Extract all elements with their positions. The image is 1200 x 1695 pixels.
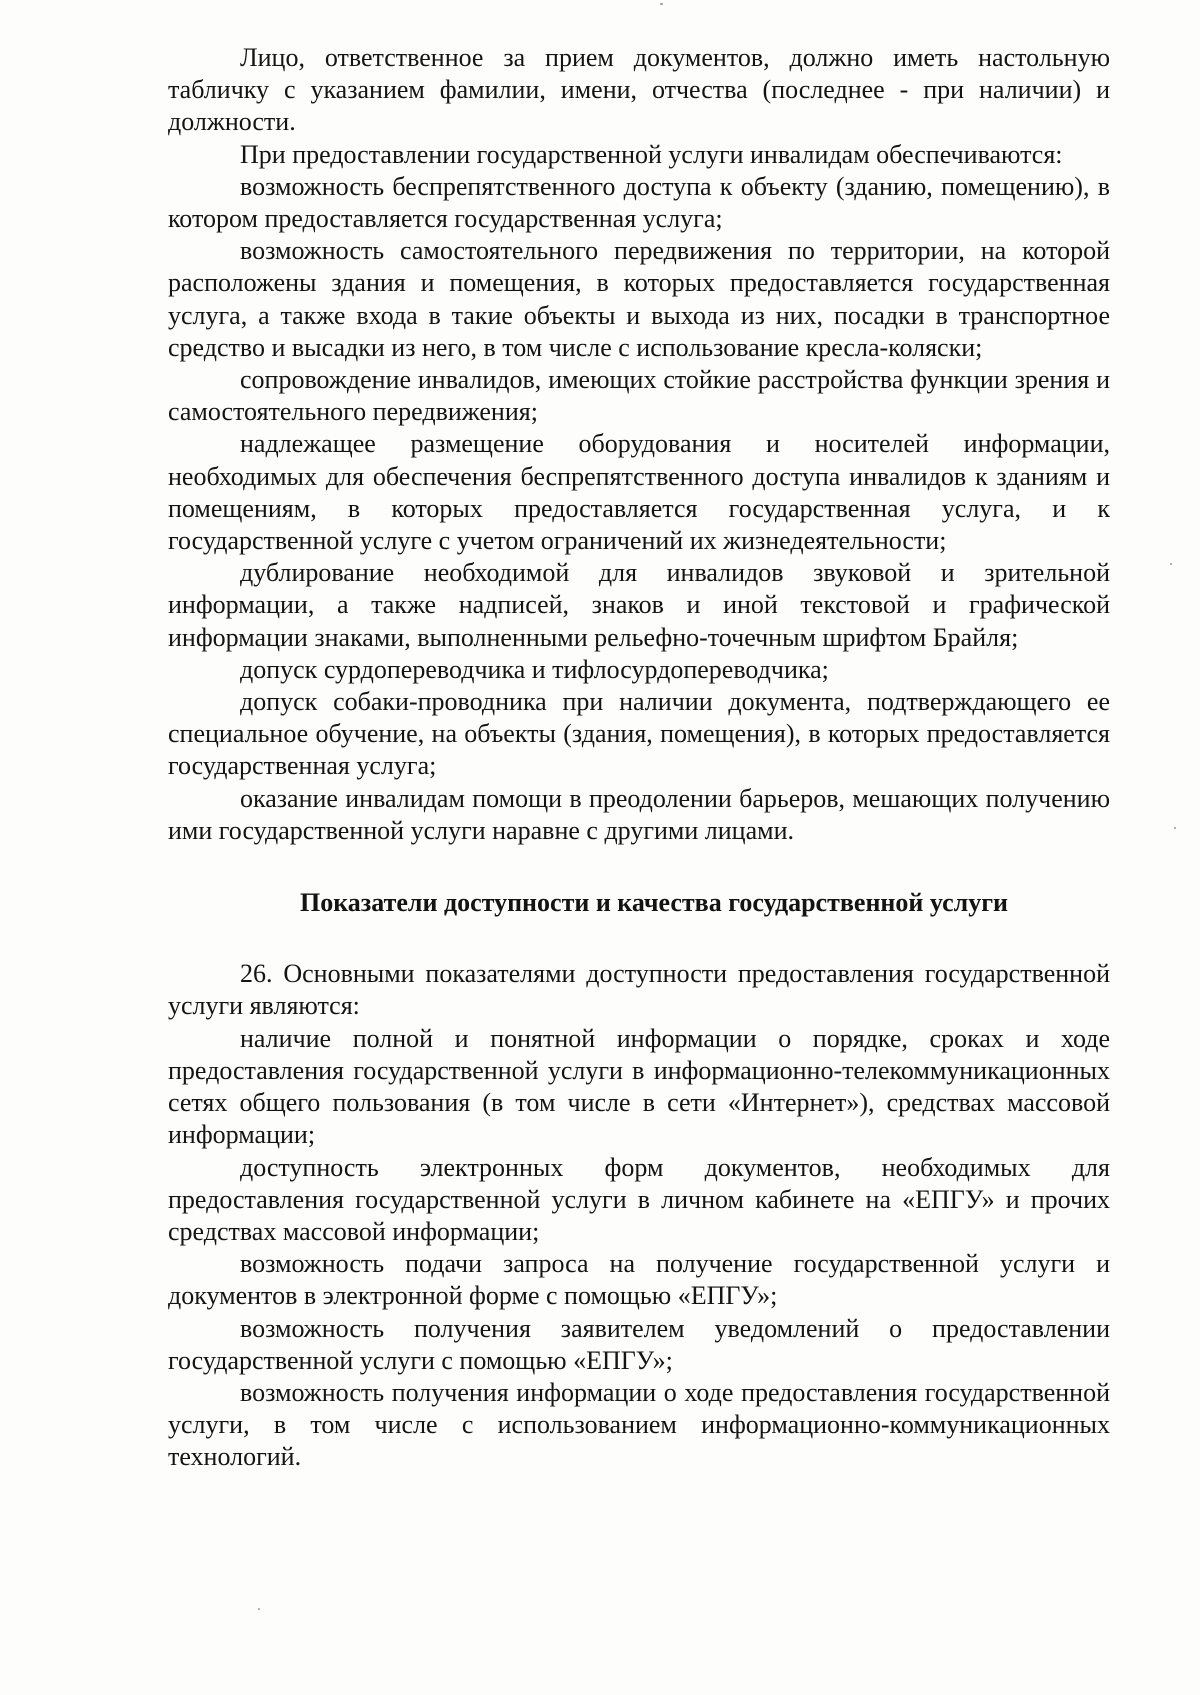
list-item-independent-movement: возможность самостоятельного передвижения по территории, на которой расположены здания и помещения, в которых предоставляется государственная услуга, а также входа в такие объекты и выхода из них, посадки в транспортное средство и высадки из него, в том числе с использование кресла-коляски; <box>168 236 1110 362</box>
scan-speck <box>1174 827 1176 829</box>
list-item-barrier-assistance: оказание инвалидам помощи в преодолении барьеров, мешающих получению ими государственной услуги наравне с другими лицами. <box>168 783 1110 845</box>
paragraph-disabled-provisions-intro: При предоставлении государственной услуги инвалидам обеспечиваются: <box>240 139 1063 169</box>
scan-speck <box>1170 563 1172 565</box>
list-item-sign-interpreter: допуск сурдопереводчика и тифлосурдопереводчика; <box>240 654 829 684</box>
list-item-unobstructed-access: возможность беспрепятственного доступа к объекту (зданию, помещению), в котором предоставляется государственная услуга; <box>168 171 1110 234</box>
list-item-guide-dog: допуск собаки-проводника при наличии документа, подтверждающего ее специальное обучение, на объекты (здания, помещения), в которых предоставляется государственная услуга; <box>168 687 1110 781</box>
section-heading: Показатели доступности и качества государственной услуги <box>299 888 1009 918</box>
list-item-progress-information: возможность получения информации о ходе предоставления государственной услуги, в том числе с использованием информационно-коммуникационных технологий. <box>168 1377 1110 1472</box>
list-item-escort: сопровождение инвалидов, имеющих стойкие расстройства функции зрения и самостоятельного передвижения; <box>168 365 1110 427</box>
list-item-electronic-request: возможность подачи запроса на получение государственной услуги и документов в электронной форме с помощью «ЕПГУ»; <box>168 1249 1110 1311</box>
document-page <box>168 42 1110 1474</box>
list-item-equipment-placement: надлежащее размещение оборудования и носителей информации, необходимых для обеспечения беспрепятственного доступа инвалидов к зданиям и помещениям, в которых предоставляется государственная услуга, и к государственной услуге с учетом ограничений их жизнедеятельности; <box>168 429 1110 556</box>
paragraph-26-accessibility-indicators: 26. Основными показателями доступности предоставления государственной услуги являются: <box>168 959 1110 1021</box>
list-item-notifications: возможность получения заявителем уведомлений о предоставлении государственной услуги с помощью «ЕПГУ»; <box>168 1313 1110 1375</box>
list-item-braille-duplication: дублирование необходимой для инвалидов звуковой и зрительной информации, а также надписей, знаков и иной текстовой и графической информации знаками, выполненными рельефно-точечным шрифтом Брайля; <box>168 558 1110 652</box>
scan-speck <box>660 3 663 5</box>
list-item-information-availability: наличие полной и понятной информации о порядке, сроках и ходе предоставления государственной услуги в информационно-телекоммуникационных сетях общего пользования (в том числе в сети «Интернет»), средствах массовой информации; <box>168 1023 1110 1150</box>
list-item-electronic-forms: доступность электронных форм документов, необходимых для предоставления государственной услуги в личном кабинете на «ЕПГУ» и прочих средствах массовой информации; <box>168 1152 1110 1246</box>
paragraph-responsible-person: Лицо, ответственное за прием документов, должно иметь настольную табличку с указанием фамилии, имени, отчества (последнее - при наличии) и должности. <box>168 43 1110 137</box>
scan-speck <box>258 1608 260 1610</box>
